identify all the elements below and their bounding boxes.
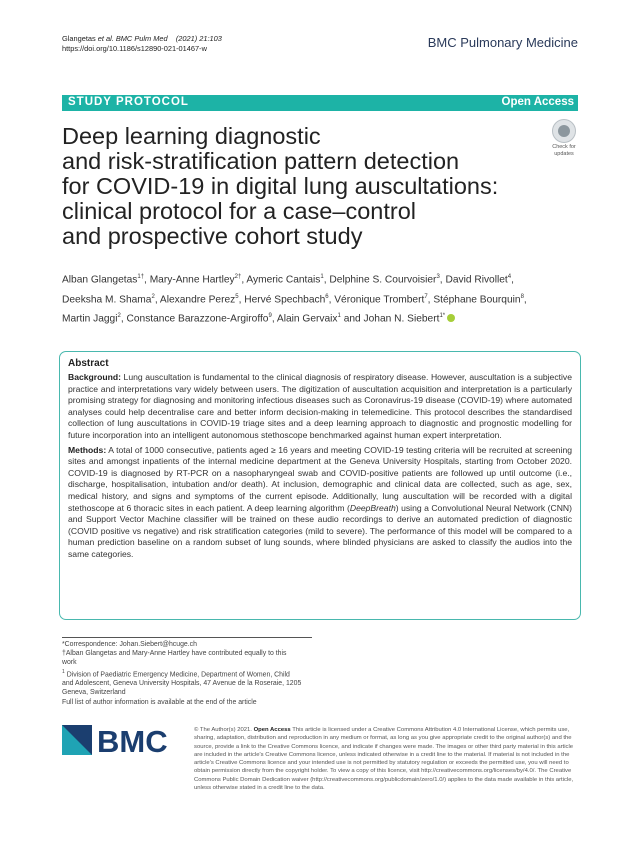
- bmc-logo: [62, 723, 192, 757]
- check-updates-icon: [552, 119, 576, 143]
- contribution-note: †Alban Glangetas and Mary-Anne Hartley have contributed equally to this work: [62, 650, 287, 667]
- author-name[interactable]: Alain Gervaix: [276, 313, 338, 325]
- article-type-banner: [62, 95, 578, 111]
- footnotes: [62, 640, 302, 707]
- full-list-note: Full list of author information is available at the end of the article: [62, 698, 257, 706]
- journal-name: BMC Pulmonary Medicine: [427, 35, 578, 50]
- abstract-methods: [68, 445, 572, 561]
- author-name[interactable]: David Rivollet: [445, 274, 508, 286]
- author-name[interactable]: Delphine S. Courvoisier: [329, 274, 437, 286]
- abstract-box: [59, 351, 581, 620]
- check-updates-line2: updates: [554, 151, 574, 157]
- author-name[interactable]: Véronique Trombert: [334, 294, 425, 306]
- author-name[interactable]: Hervé Spechbach: [244, 294, 326, 306]
- methods-text: A total of 1000 consecutive, patients aged ≥ 16 years and meeting COVID-19 testing criteria will be recruited at screening sites and amongst inpatients of the internal medicine department at the Geneva University Hospitals, starting from October 2020. COVID-19 is diagnosed by RT-PCR on a nasopharyngeal swab and COVID-positive patients are followed up until outcome (i.e., discharge, hospitalisation, intubation and/or death). At inclusion, demographic and clinical data are collected, such as age, sex, medical history, and signs and symptoms of the current episode. Additionally, lung auscultation will be recorded with a digital stethoscope at 6 thoracic sites in each patient. A deep learning algorithm (: [68, 444, 572, 513]
- author-name[interactable]: Deeksha M. Shama: [62, 294, 152, 306]
- abstract-background: [68, 372, 572, 442]
- author-name[interactable]: Alban Glangetas: [62, 274, 138, 286]
- citation-journal: et al. BMC Pulm Med: [97, 34, 168, 43]
- author-name[interactable]: Martin Jaggi: [62, 313, 118, 325]
- title-line: for COVID-19 in digital lung auscultations:: [62, 173, 499, 199]
- and-word: and: [343, 313, 361, 325]
- check-for-updates-badge[interactable]: [549, 119, 579, 157]
- correspondence: *Correspondence: Johan.Siebert@hcuge.ch: [62, 641, 197, 648]
- doi-link[interactable]: https://doi.org/10.1186/s12890-021-01467-w: [62, 43, 207, 53]
- citation-block: [62, 34, 222, 53]
- article-title: [62, 124, 542, 249]
- model-name: DeepBreath: [349, 502, 396, 513]
- license-text: © The Author(s) 2021. Open Access This article is licensed under a Creative Commons Attribution 4.0 International License, which permits use, sharing, adaptation, distribution and reproduction in any medium or format, as long as you give appropriate credit to the original author(s) and the source, provide a link to the Creative Commons licence, and indicate if changes were made. The images or other third party material in this article are included in the article's Creative Commons licence, unless indicated otherwise in a credit line to the material. If material is not included in the article's Creative Commons licence and your intended use is not permitted by statutory regulation or exceeds the permitted use, you will need to obtain permission directly from the copyright holder. To view a copy of this licence, visit http://creativecommons.org/licenses/by/4.0/. The Creative Commons Public Domain Dedication waiver (http://creativecommons.org/publicdomain/zero/1.0/) applies to the data made available in this article, unless otherwise stated in a credit line to the data.: [194, 727, 574, 792]
- citation-authors: Glangetas: [62, 34, 96, 43]
- methods-text: ) using a Convolutional Neural Network (CNN) and Support Vector Machine classifier will be trained on these audio recordings to derive an automated prediction of diagnostic (COVID positive vs negative) and risk stratification categories (mild to severe). The performance of this model will be compared to a human prediction baseline on a random subset of lung sounds, where blinded physicians are asked to classify the audios into the same categories.: [68, 502, 572, 559]
- author-name[interactable]: Constance Barazzone-Argiroffo: [126, 313, 269, 325]
- author-name[interactable]: Mary-Anne Hartley: [149, 274, 235, 286]
- open-access-label: Open Access: [501, 96, 574, 108]
- open-access-bold: Open Access: [253, 727, 291, 733]
- title-line: Deep learning diagnostic: [62, 123, 321, 149]
- methods-label: Methods:: [68, 444, 107, 455]
- abstract-heading: Abstract: [68, 358, 109, 369]
- logo-text: BMC: [97, 724, 168, 757]
- footnote-divider: [62, 637, 312, 638]
- author-name[interactable]: Johan N. Siebert: [363, 313, 440, 325]
- author-list: Alban Glangetas$^{1\dagger}$, Mary-Anne Hartley$^{2\dagger}$, Aymeric Cantais$^1$, Delphine S. Courvoisier$^3$, David Rivollet$^4$, Deeksha M. Shama$^2$, Alexandre Perez$^5$, Hervé Spechbach$^6$, Véronique Trombert$^7$, Stéphane Bourquin$^8$, Martin Jaggi$^2$, Constance Barazzone-Argiroffo$^9$, Alain Gervaix$^1$ and Johan N. Siebert$^{1*}$: [62, 274, 527, 325]
- article-type: STUDY PROTOCOL: [68, 96, 189, 108]
- author-name[interactable]: Aymeric Cantais: [246, 274, 321, 286]
- title-line: and prospective cohort study: [62, 223, 363, 249]
- background-label: Background:: [68, 372, 121, 382]
- title-line: and risk-stratification pattern detection: [62, 148, 460, 174]
- background-text: Lung auscultation is fundamental to the clinical diagnosis of respiratory disease. However, auscultation is a subjective practice and interpretations vary widely between users. The digitization of auscultation acquisition and interpretation is a particularly promising strategy for diagnosing and monitoring infectious diseases such as Coronavirus-19 disease (COVID-19) where automated analyses could help decentralise care and better inform decision-making in telemedicine. This protocol describes the standardised collection of lung auscultations in COVID-19 triage sites and a deep learning approach to diagnostic and prognostic modelling for future incorporation into an intelligent autonomous stethoscope benchmarked against human expert interpretation.: [68, 372, 573, 440]
- check-updates-line1: Check for: [552, 144, 576, 150]
- citation-volume: (2021) 21:103: [175, 34, 222, 43]
- author-name[interactable]: Alexandre Perez: [159, 294, 236, 306]
- affiliation: $^1$ Division of Paediatric Emergency Medicine, Department of Women, Child and Adolescent, Geneva University Hospitals, 47 Avenue de la Roseraie, 1205 Geneva, Switzerland: [62, 668, 302, 697]
- orcid-icon[interactable]: [447, 314, 455, 322]
- author-name[interactable]: Stéphane Bourquin: [433, 294, 521, 306]
- title-line: clinical protocol for a case–control: [62, 198, 416, 224]
